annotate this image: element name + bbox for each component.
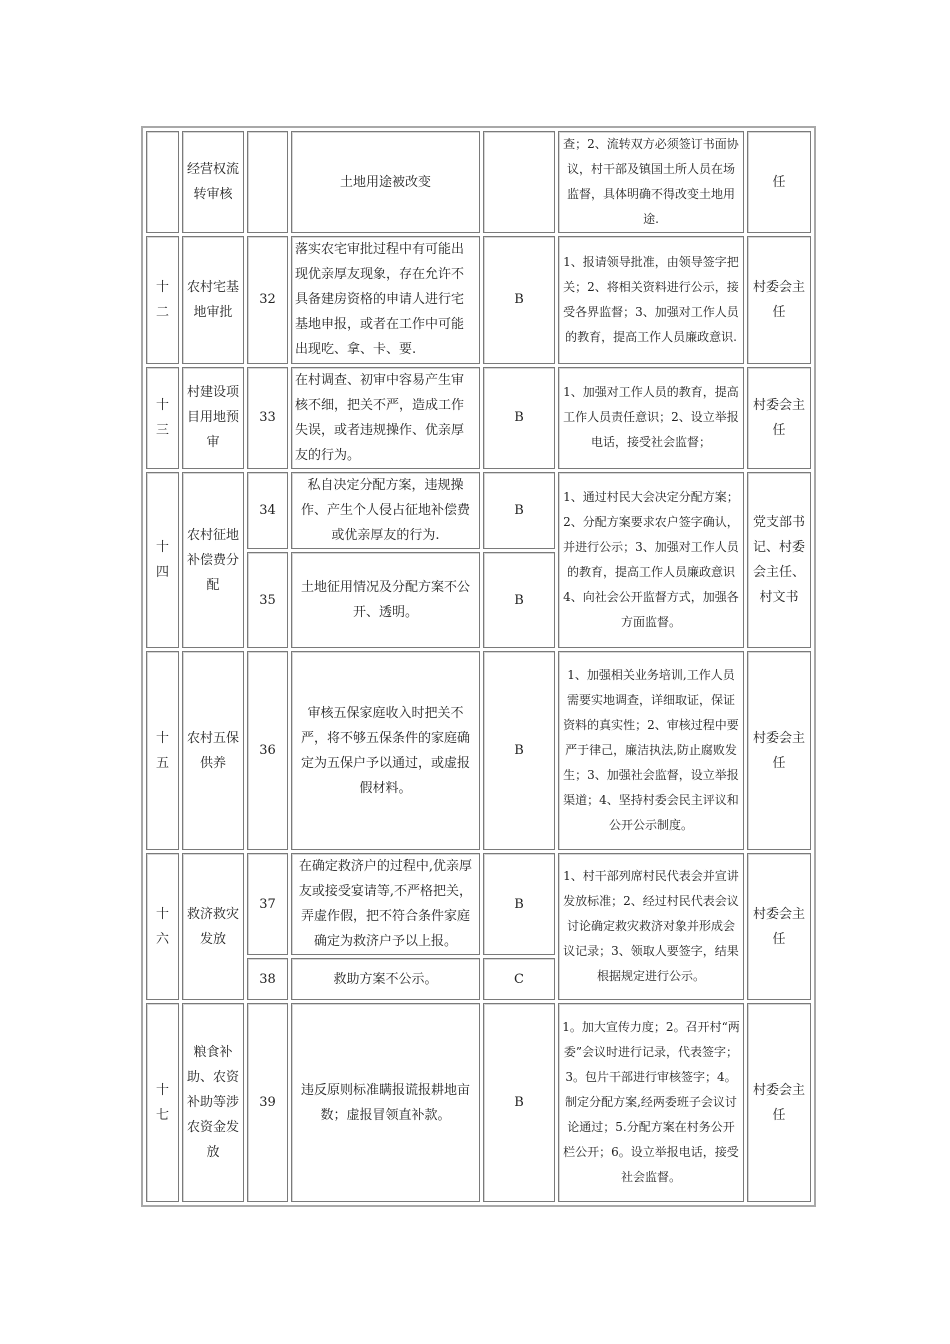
risk-cell: 土地用途被改变	[291, 131, 480, 233]
risk-cell: 审核五保家庭收入时把关不严，将不够五保条件的家庭确定为五保户予以通过，或虚报假材料。	[291, 651, 480, 850]
owner-cell: 村委会主任	[747, 1003, 811, 1202]
level-cell: B	[483, 472, 555, 549]
item-cell: 农村宅基地审批	[182, 236, 244, 363]
seq-cell: 十二	[146, 236, 179, 363]
number-cell: 35	[247, 552, 288, 648]
seq-cell: 十四	[146, 472, 179, 648]
risk-cell: 土地征用情况及分配方案不公开、透明。	[291, 552, 480, 648]
number-cell: 38	[247, 958, 288, 1000]
measures-cell: 查；2、流转双方必须签订书面协议，村干部及镇国土所人员在场监督，具体明确不得改变土地用途.	[558, 131, 744, 233]
table-row	[146, 367, 811, 469]
level-cell: B	[483, 552, 555, 648]
table-row	[146, 472, 811, 549]
seq-cell	[146, 131, 179, 233]
owner-cell: 村委会主任	[747, 651, 811, 850]
owner-cell: 村委会主任	[747, 367, 811, 469]
measures-cell: 1、村干部列席村民代表会并宣讲发放标准；2、经过村民代表会议讨论确定救灾救济对象并形成会议记录；3、领取人要签字，结果根据规定进行公示。	[558, 853, 744, 1000]
owner-cell: 村委会主任	[747, 236, 811, 363]
seq-cell: 十三	[146, 367, 179, 469]
measures-cell: 1、通过村民大会决定分配方案；2、分配方案要求农户签字确认，并进行公示；3、加强对工作人员的教育，提高工作人员廉政意识 4、向社会公开监督方式，加强各方面监督。	[558, 472, 744, 648]
level-cell	[483, 131, 555, 233]
owner-cell: 任	[747, 131, 811, 233]
number-cell: 36	[247, 651, 288, 850]
table-row	[146, 651, 811, 850]
number-cell: 39	[247, 1003, 288, 1202]
level-cell: B	[483, 236, 555, 363]
item-cell: 经营权流转审核	[182, 131, 244, 233]
table-row	[146, 1003, 811, 1202]
risk-control-table	[141, 126, 816, 1207]
item-cell: 农村征地补偿费分配	[182, 472, 244, 648]
risk-cell: 在村调查、初审中容易产生审核不细，把关不严，造成工作失误，或者违规操作、优亲厚友的行为。	[291, 367, 480, 469]
risk-cell: 在确定救济户的过程中,优亲厚友或接受宴请等,不严格把关，弄虚作假，把不符合条件家庭确定为救济户予以上报。	[291, 853, 480, 955]
risk-table-wrapper	[141, 126, 810, 1207]
measures-cell: 1。加大宣传力度；2。召开村“两委”会议时进行记录，代表签字；3。包片干部进行审核签字；4。制定分配方案,经两委班子会议讨论通过；5.分配方案在村务公开栏公开；6。设立举报电话，接受社会监督。	[558, 1003, 744, 1202]
item-cell: 救济救灾发放	[182, 853, 244, 1000]
level-cell: B	[483, 367, 555, 469]
seq-cell: 十五	[146, 651, 179, 850]
number-cell: 37	[247, 853, 288, 955]
table-row	[146, 131, 811, 233]
seq-cell: 十七	[146, 1003, 179, 1202]
item-cell: 农村五保供养	[182, 651, 244, 850]
owner-cell: 村委会主任	[747, 853, 811, 1000]
level-cell: B	[483, 651, 555, 850]
risk-cell: 私自决定分配方案，违规操作、产生个人侵占征地补偿费或优亲厚友的行为.	[291, 472, 480, 549]
number-cell	[247, 131, 288, 233]
seq-cell: 十六	[146, 853, 179, 1000]
risk-cell: 违反原则标准瞒报谎报耕地亩数；虚报冒领直补款。	[291, 1003, 480, 1202]
number-cell: 34	[247, 472, 288, 549]
level-cell: B	[483, 1003, 555, 1202]
measures-cell: 1、加强对工作人员的教育，提高工作人员责任意识；2、设立举报电话，接受社会监督；	[558, 367, 744, 469]
number-cell: 32	[247, 236, 288, 363]
table-row	[146, 236, 811, 363]
risk-cell: 落实农宅审批过程中有可能出现优亲厚友现象，存在允许不具备建房资格的申请人进行宅基地申报，或者在工作中可能出现吃、拿、卡、要.	[291, 236, 480, 363]
item-cell: 粮食补助、农资补助等涉农资金发放	[182, 1003, 244, 1202]
owner-cell: 党支部书记、村委会主任、村文书	[747, 472, 811, 648]
risk-cell: 救助方案不公示。	[291, 958, 480, 1000]
level-cell: C	[483, 958, 555, 1000]
level-cell: B	[483, 853, 555, 955]
item-cell: 村建设项目用地预审	[182, 367, 244, 469]
table-row	[146, 853, 811, 955]
measures-cell: 1、报请领导批准，由领导签字把关；2、将相关资料进行公示，接受各界监督；3、加强对工作人员的教育，提高工作人员廉政意识.	[558, 236, 744, 363]
number-cell: 33	[247, 367, 288, 469]
measures-cell: 1、加强相关业务培训,工作人员需要实地调查，详细取证，保证资料的真实性；2、审核过程中要严于律己，廉洁执法,防止腐败发生；3、加强社会监督，设立举报渠道；4、坚持村委会民主评议和公开公示制度。	[558, 651, 744, 850]
